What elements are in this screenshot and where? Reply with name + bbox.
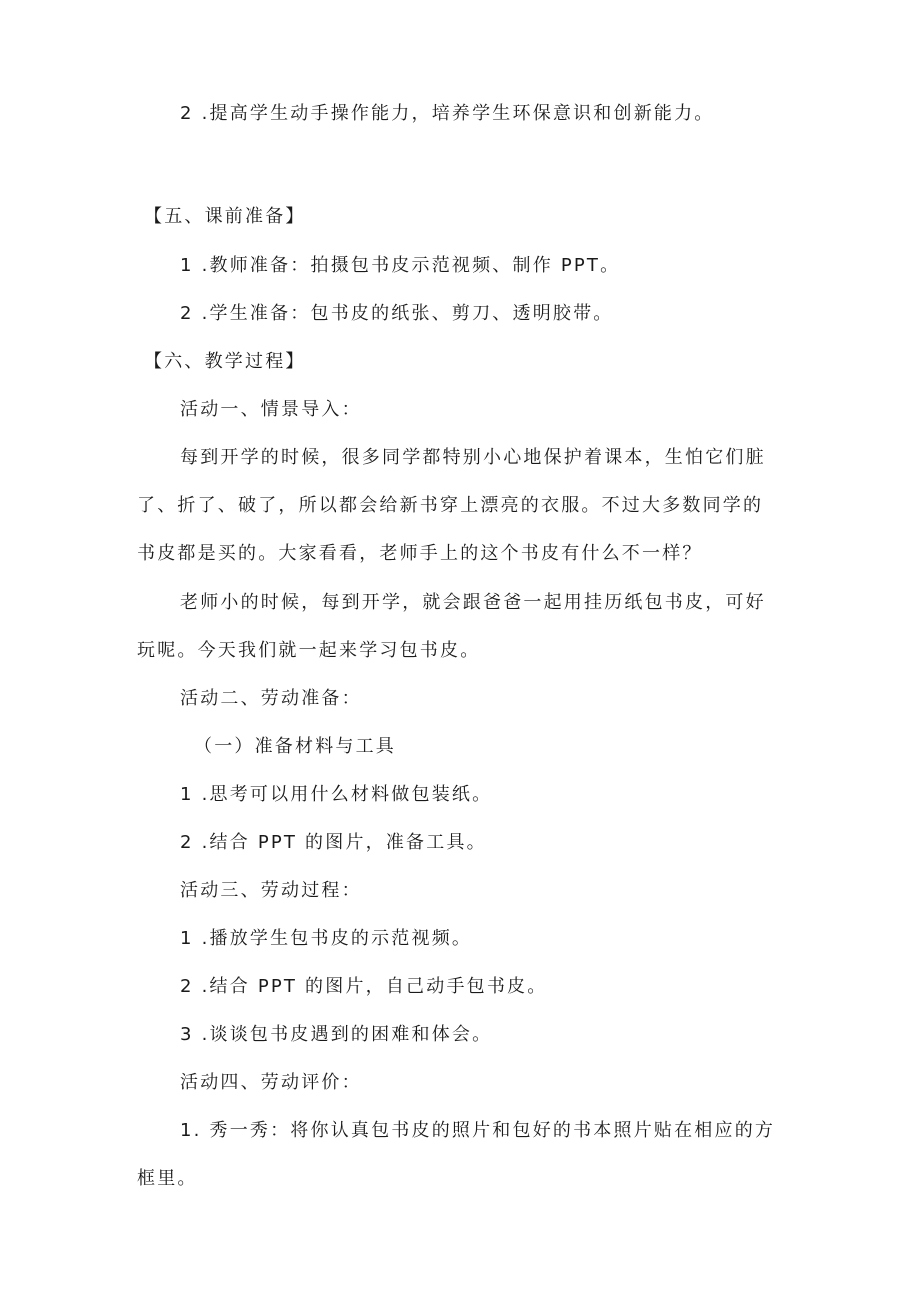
activity-4-title: 活动四、劳动评价： [180, 1072, 362, 1093]
paragraph-line: 老师小的时候，每到开学，就会跟爸爸一起用挂历纸包书皮，可好 [180, 592, 766, 613]
activity-2-item-1: 1 .思考可以用什么材料做包装纸。 [180, 784, 493, 805]
activity-3-item-2: 2 .结合 PPT 的图片，自己动手包书皮。 [180, 976, 548, 997]
activity-4-item-1-cont: 框里。 [137, 1168, 198, 1189]
prep-item-teacher: 1 .教师准备：拍摄包书皮示范视频、制作 PPT。 [180, 255, 621, 276]
paragraph-line: 玩呢。今天我们就一起来学习包书皮。 [137, 640, 481, 661]
prep-item-student: 2 .学生准备：包书皮的纸张、剪刀、透明胶带。 [180, 303, 614, 324]
paragraph-line: 每到开学的时候，很多同学都特别小心地保护着课本，生怕它们脏 [180, 447, 766, 468]
activity-2-title: 活动二、劳动准备： [180, 688, 362, 709]
activity-2-item-2: 2 .结合 PPT 的图片，准备工具。 [180, 832, 487, 853]
section-heading-preparation: 【五、课前准备】 [144, 206, 306, 227]
activity-3-item-3: 3 .谈谈包书皮遇到的困难和体会。 [180, 1024, 493, 1045]
goal-item-2: 2 .提高学生动手操作能力，培养学生环保意识和创新能力。 [180, 103, 715, 124]
subsection-materials: （一）准备材料与工具 [194, 736, 396, 757]
section-heading-process: 【六、教学过程】 [144, 351, 306, 372]
activity-3-title: 活动三、劳动过程： [180, 880, 362, 901]
paragraph-line: 了、折了、破了，所以都会给新书穿上漂亮的衣服。不过大多数同学的 [137, 495, 764, 516]
activity-1-title: 活动一、情景导入： [180, 399, 362, 420]
paragraph-line: 书皮都是买的。大家看看，老师手上的这个书皮有什么不一样？ [137, 543, 703, 564]
activity-3-item-1: 1 .播放学生包书皮的示范视频。 [180, 928, 473, 949]
activity-4-item-1: 1. 秀一秀：将你认真包书皮的照片和包好的书本照片贴在相应的方 [180, 1120, 776, 1141]
